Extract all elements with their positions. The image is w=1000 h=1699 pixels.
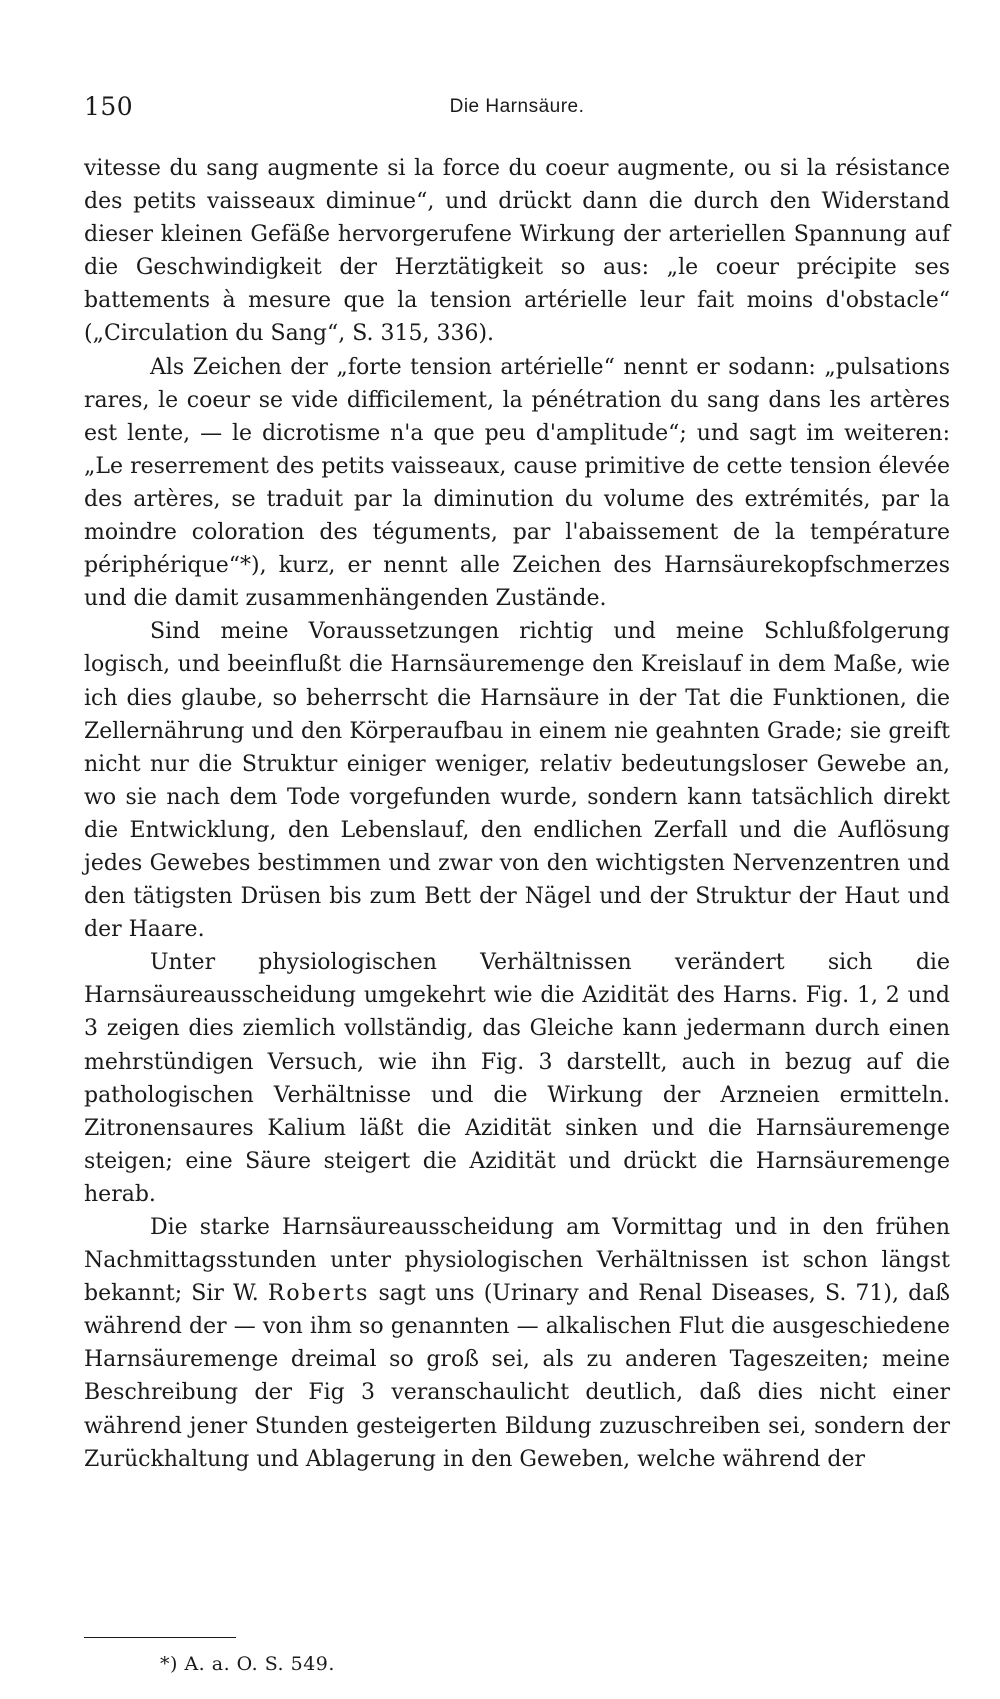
running-title: Die Harnsäure. <box>449 96 585 117</box>
body-text <box>84 152 950 1476</box>
paragraph-continued: vitesse du sang augmente si la force du coeur augmente, ou si la résistance des petits vaisseaux diminue“, und drückt dann die durch den Widerstand dieser kleinen Gefäße hervorgerufene Wirkung der arteriellen Spannung auf die Geschwindigkeit der Herztätigkeit so aus: „le coeur précipite ses battements à mesure que la tension artérielle leur fait moins d'obstacle“ („Circulation du Sang“, S. 315, 336). <box>84 156 950 347</box>
footnote-divider <box>84 1637 236 1638</box>
page-number: 150 <box>84 92 134 121</box>
author-name: Roberts <box>267 1281 370 1307</box>
paragraph-text: Die starke Harnsäureausscheidung am Vormittag und in den frühen Nachmittagsstunden unter physiologischen Verhältnissen ist schon längst bekannt; Sir W. <box>84 1215 950 1307</box>
paragraph-text: sagt uns (Urinary and Renal Diseases, S. 71), daß während der — von ihm so genannten — alkalischen Flut die ausgeschiedene Harnsäuremenge dreimal so groß sei, als zu anderen Tageszeiten; meine Beschreibung der Fig 3 veranschaulicht deutlich, daß dies nicht einer während jener Stunden gesteigerten Bildung zuzuschreiben sei, sondern der Zurückhaltung und Ablagerung in den Geweben, welche während der <box>84 1281 950 1472</box>
paragraph: Unter physiologischen Verhältnissen verändert sich die Harnsäureausscheidung umgekehrt wie die Azidität des Harns. Fig. 1, 2 und 3 zeigen dies ziemlich vollständig, das Gleiche kann jedermann durch einen mehrstündigen Versuch, wie ihn Fig. 3 darstellt, auch in bezug auf die pathologischen Verhältnisse und die Wirkung der Arzneien ermitteln. Zitronensaures Kalium läßt die Azidität sinken und die Harnsäuremenge steigen; eine Säure steigert die Azidität und drückt die Harnsäuremenge herab. <box>84 950 950 1207</box>
footnote: *) A. a. O. S. 549. <box>160 1653 335 1675</box>
paragraph: Als Zeichen der „forte tension artérielle“ nennt er sodann: „pulsations rares, le coeur se vide difficilement, la pénétration du sang dans les artères est lente, — le dicrotisme n'a que peu d'amplitude“; und sagt im weiteren: „Le reserrement des petits vaisseaux, cause primitive de cette tension élevée des artères, se traduit par la diminution du volume des extrémités, par la moindre coloration des téguments, par l'abaissement de la température périphérique“*), kurz, er nennt alle Zeichen des Harnsäurekopfschmerzes und die damit zusammenhängenden Zustände. <box>84 354 950 612</box>
paragraph: Sind meine Voraussetzungen richtig und meine Schlußfolgerung logisch, und beeinflußt die Harnsäuremenge den Kreislauf in dem Maße, wie ich dies glaube, so beherrscht die Harnsäure in der Tat die Funktionen, die Zellernährung und den Körperaufbau in einem nie geahnten Grade; sie greift nicht nur die Struktur einiger weniger, relativ bedeutungsloser Gewebe an, wo sie nach dem Tode vorgefunden wurde, sondern kann tatsächlich direkt die Entwicklung, den Lebenslauf, den endlichen Zerfall und die Auflösung jedes Gewebes bestimmen und zwar von den wichtigsten Nervenzentren und den tätigsten Drüsen bis zum Bett der Nägel und der Struktur der Haut und der Haare. <box>84 619 950 943</box>
page-header <box>84 92 950 128</box>
paragraph <box>84 1211 950 1476</box>
